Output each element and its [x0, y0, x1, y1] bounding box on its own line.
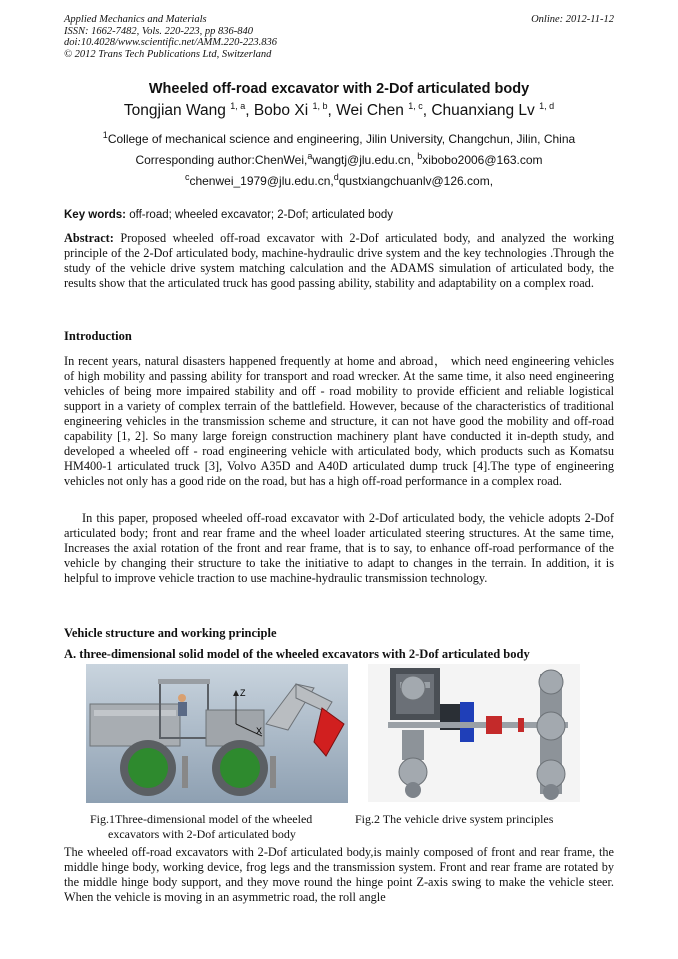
intro-paragraph-2: In this paper, proposed wheeled off-road excavator with 2-Dof articulated body, the vehicle adopts 2-Dof articulated body; front and rear frame and the wheel loader articulated steering structures. At the same time, Increases the axial rotation of the front and rear frame, that is to say, to enhance off-road performance of the vehicle by changing their structure to take the initiative to adapt to changes in the terrain. In addition, it is helpful to improve vehicle traction to use machine-hydraulic transmission technology.	[64, 511, 614, 585]
author-name: Chuanxiang Lv	[431, 102, 535, 119]
keywords-text: off-road; wheeled excavator; 2-Dof; articulated body	[126, 209, 393, 221]
journal-header	[64, 14, 277, 60]
journal-name: Applied Mechanics and Materials	[64, 14, 207, 25]
z-axis-label: Z	[240, 688, 246, 698]
email-d: qustxiangchuanlv@126.com,	[338, 174, 494, 188]
keywords-label: Key words:	[64, 209, 126, 221]
author-name: Bobo Xi	[253, 102, 309, 119]
section-heading: Vehicle structure and working principle	[64, 626, 277, 640]
author-name: Wei Chen	[336, 102, 404, 119]
email-b: xibobo2006@163.com	[422, 153, 543, 167]
issn: ISSN: 1662-7482, Vols. 220-223, pp 836-840	[64, 25, 253, 37]
emails-line	[0, 174, 678, 188]
corr-prefix: Corresponding author:ChenWei,	[135, 153, 308, 167]
fig1-caption	[90, 812, 346, 842]
doi: doi:10.4028/www.scientific.net/AMM.220-223.836	[64, 37, 277, 48]
intro-paragraph-1: In recent years, natural disasters happened frequently at home and abroad， which need engineering vehicles of high mobility and passing ability for transport and road wrecker. At the same time, it also need engineering vehicles of being more impaired stability and off - road mobility to provide efficient and reliable logistical support in a variety of complex terrain of the battlefield. However, because of the characteristics of traditional engineering vehicles in the transmission scheme and structure, it can not have good the mobility and off-road capability [1, 2]. So many large foreign construction machinery plant have conducted it in-depth study, and developed a wheeled off - road engineering vehicle with articulated body, which products such as Komatsu HM400-1 articulated truck [3], Volvo A35D and A40D articulated dump truck [4].The type of engineering vehicles not only has a good ride on the road, but has a high off-road performance in a complex road.	[64, 354, 614, 488]
author-sup: 1, a	[230, 100, 246, 111]
copyright: © 2012 Trans Tech Publications Ltd, Switzerland	[64, 48, 272, 60]
abstract-label: Abstract:	[64, 231, 114, 245]
drive-system-figure	[368, 664, 580, 802]
online-date: Online: 2012-11-12	[531, 14, 614, 25]
closing-paragraph: The wheeled off-road excavators with 2-Dof articulated body,is mainly composed of front and rear frame, the middle hinge body, working device, frog legs and the transmission system. Front and rear frame are rotated by the middle hinge body support, and they move round the hinge point Z-axis swing to make the vehicle steer. When the vehicle is moving in an asymmetric road, the roll angle	[64, 845, 614, 904]
affiliation-text: College of mechanical science and engineering, Jilin University, Changchun, Jilin, China	[107, 132, 576, 146]
paper-title: Wheeled off-road excavator with 2-Dof articulated body	[148, 81, 530, 97]
excavator-3d-model-figure	[86, 664, 348, 803]
sup-a: a	[307, 151, 313, 161]
author-sup: 1, c	[408, 100, 423, 111]
sup-b: b	[417, 151, 423, 161]
email-c: chenwei_1979@jlu.edu.cn,	[189, 174, 334, 188]
affiliation	[0, 132, 678, 146]
fig1-caption-line2: excavators with 2-Dof articulated body	[108, 827, 296, 841]
keywords	[64, 209, 393, 221]
abstract	[64, 231, 614, 291]
sup-c: c	[184, 172, 190, 182]
x-axis-label: X	[256, 726, 263, 736]
subsection-heading: A. three-dimensional solid model of the wheeled excavators with 2-Dof articulated body	[64, 647, 530, 661]
corresponding-author	[0, 153, 678, 167]
author-sup: 1, b	[312, 100, 328, 111]
fig1-caption-line1: Fig.1Three-dimensional model of the wheeled	[90, 812, 313, 826]
author-list: Tongjian Wang $^{1, a}$, Bobo Xi $^{1, b}$, Wei Chen $^{1, c}$, Chuanxiang Lv $^{1, d}$	[123, 100, 555, 119]
author-name: Tongjian Wang	[123, 102, 226, 119]
abstract-text: Proposed wheeled off-road excavator with 2-Dof articulated body, and analyzed the working principle of the 2-Dof articulated body, machine-hydraulic drive system and the key technologies .Through the study of the vehicle drive system matching calculation and the ADAMS simulation of articulated body, the results show that the articulated truck has good passing ability, stability and adaptability on a complex road.	[64, 231, 614, 290]
intro-heading: Introduction	[64, 329, 132, 343]
email-a: wangtj@jlu.edu.cn,	[312, 153, 414, 167]
affiliation-sup: 1	[102, 130, 108, 140]
sup-d: d	[333, 172, 339, 182]
fig2-caption: Fig.2 The vehicle drive system principles	[355, 812, 554, 826]
author-sup: 1, d	[539, 100, 555, 111]
